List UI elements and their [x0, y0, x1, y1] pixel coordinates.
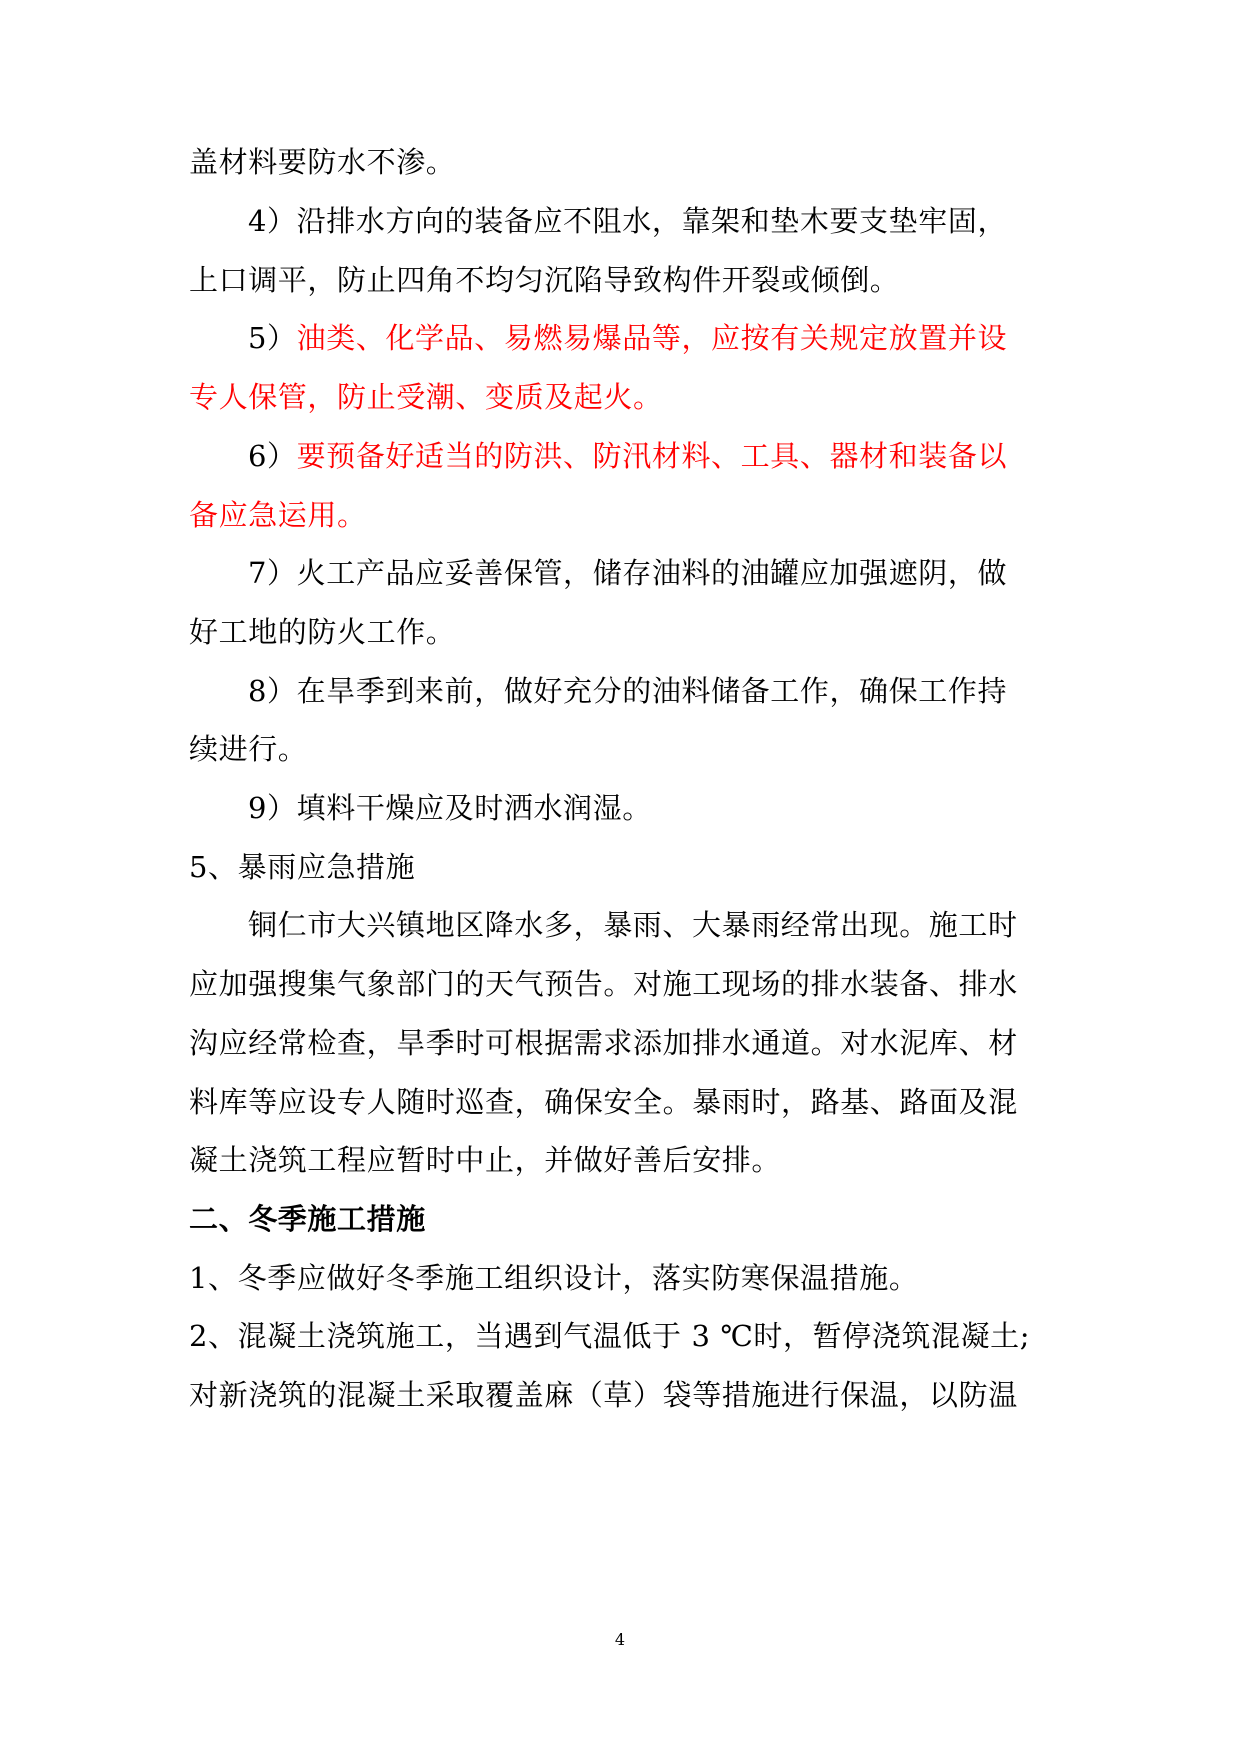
paragraph-line: 2、混凝土浇筑施工，当遇到气温低于 3 ℃时，暂停浇筑混凝土;	[189, 1319, 1031, 1353]
list-item-number: 4）	[248, 204, 297, 238]
list-item-number: 8）	[248, 674, 297, 708]
paragraph-line: 料库等应设专人随时巡查，确保安全。暴雨时，路基、路面及混	[189, 1085, 1018, 1119]
text-line: 盖材料要防水不渗。	[189, 145, 456, 179]
page-number: 4	[614, 1630, 626, 1649]
list-item-number: 7）	[248, 556, 297, 590]
list-item-number: 6）	[248, 439, 297, 473]
paragraph-line: 凝土浇筑工程应暂时中止，并做好善后安排。	[189, 1143, 782, 1177]
list-item-number: 9）	[248, 791, 297, 825]
section-heading: 5、暴雨应急措施	[189, 850, 416, 884]
list-item-9: 9）填料干燥应及时洒水润湿。	[248, 791, 652, 825]
paragraph-line: 应加强搜集气象部门的天气预告。对施工现场的排水装备、排水	[189, 967, 1018, 1001]
highlighted-text-line: 专人保管，防止受潮、变质及起火。	[189, 380, 663, 414]
highlighted-text: 要预备好适当的防洪、防汛材料、工具、器材和装备以	[296, 439, 1008, 473]
text-line: 上口调平，防止四角不均匀沉陷导致构件开裂或倾倒。	[189, 263, 900, 297]
chapter-heading: 二、冬季施工措施	[189, 1202, 426, 1236]
list-item-7: 7）火工产品应妥善保管，储存油料的油罐应加强遮阴，做	[248, 556, 1008, 590]
text-line: 好工地的防火工作。	[189, 615, 456, 649]
paragraph-line: 对新浇筑的混凝土采取覆盖麻（草）袋等措施进行保温，以防温	[189, 1378, 1018, 1412]
highlighted-text: 油类、化学品、易燃易爆品等，应按有关规定放置并设	[296, 321, 1008, 355]
list-item-8: 8）在旱季到来前，做好充分的油料储备工作，确保工作持	[248, 674, 1008, 708]
paragraph-line: 沟应经常检查，旱季时可根据需求添加排水通道。对水泥库、材	[189, 1026, 1018, 1060]
text-line: 续进行。	[189, 732, 308, 766]
paragraph-line: 铜仁市大兴镇地区降水多，暴雨、大暴雨经常出现。施工时	[248, 908, 1018, 942]
list-item-4: 4）沿排水方向的装备应不阻水，靠架和垫木要支垫牢固，	[248, 204, 1008, 238]
list-item-6	[248, 436, 1059, 476]
list-item-number: 5）	[248, 321, 297, 355]
paragraph-line: 1、冬季应做好冬季施工组织设计，落实防寒保温措施。	[189, 1261, 919, 1295]
list-item-5	[248, 318, 1059, 358]
highlighted-text-line: 备应急运用。	[189, 498, 367, 532]
